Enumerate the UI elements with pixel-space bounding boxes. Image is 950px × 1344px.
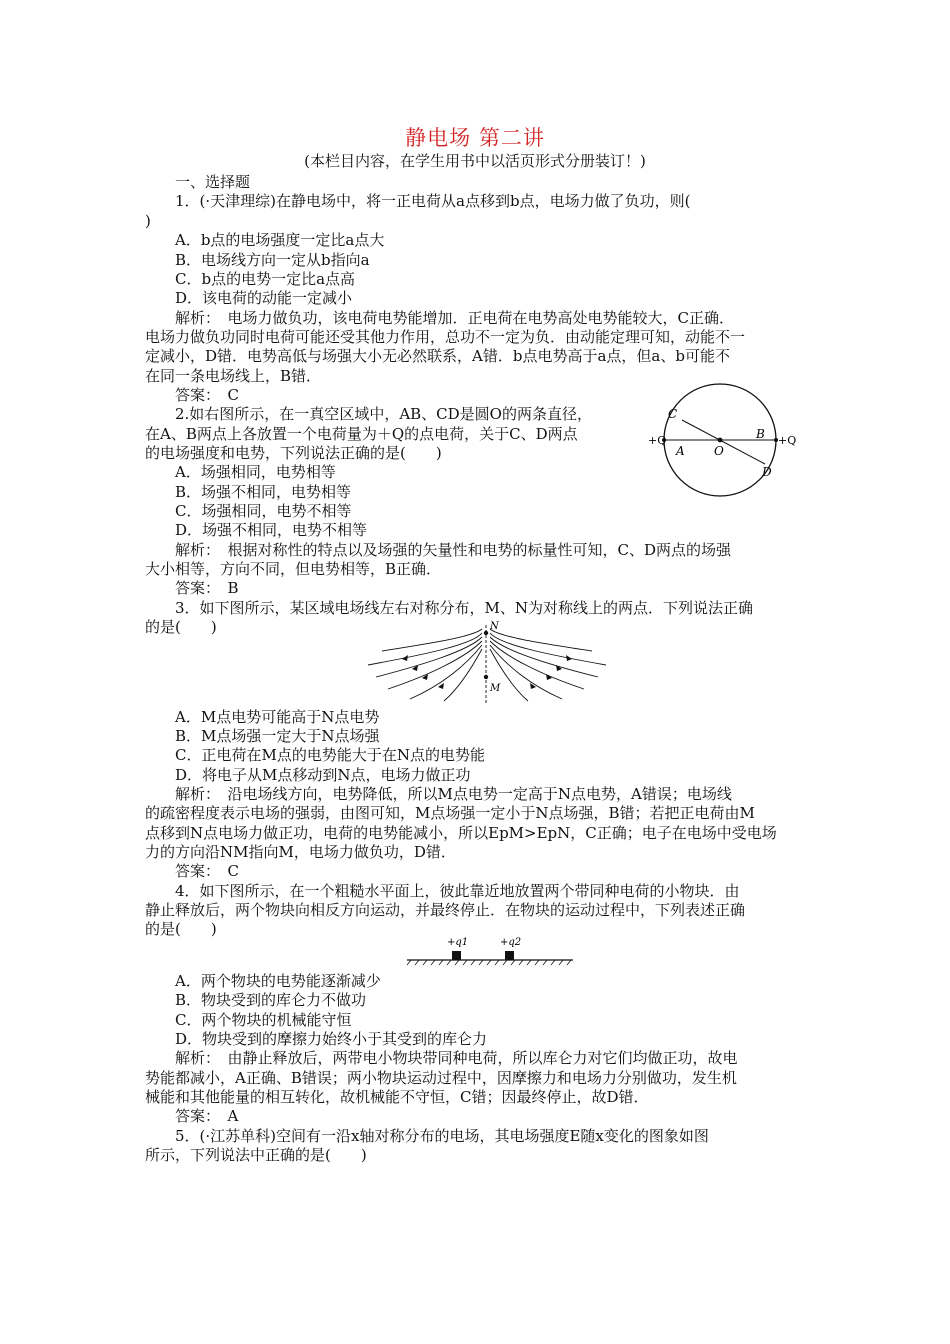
- label-b: B: [756, 427, 765, 441]
- field-line-left-1: [368, 633, 482, 665]
- field-line-right-4: [490, 645, 562, 699]
- q2-stem-line1: 2.如右图所示，在一真空区域中，AB、CD是圆O的两条直径，: [175, 405, 592, 423]
- q2-option-c: C．场强相同，电势不相等: [175, 502, 352, 520]
- q1-explanation-line2: 电场力做负功同时电荷可能还受其他力作用，总功不一定为负．由动能定理可知，动能不一: [145, 328, 746, 346]
- field-line-diagram: [362, 615, 612, 705]
- q3-explanation-line2: 的疏密程度表示电场的强弱，由图可知，M点场强一定小于N点场强，B错；若把正电荷由M: [145, 804, 755, 822]
- label-m: M: [490, 683, 501, 694]
- q3-option-b: B．M点场强一定大于N点场强: [175, 727, 380, 745]
- field-arrows: [402, 655, 572, 689]
- field-line-left-5: [444, 649, 482, 701]
- circle-diagram: [648, 380, 798, 505]
- q3-explanation-line3: 点移到N点电场力做正功，电荷的电势能减小，所以EpM>EpN，C正确；电子在电场中受电场: [145, 824, 777, 842]
- label-q1: +q1: [447, 937, 469, 948]
- page-subtitle: (本栏目内容，在学生用书中以活页形式分册装订！): [304, 152, 646, 170]
- q1-option-d: D．该电荷的动能一定减小: [175, 289, 353, 307]
- q4-answer: 答案： A: [175, 1107, 239, 1125]
- q3-stem-line2: 的是( ): [145, 618, 217, 636]
- q1-stem-line2: ): [145, 212, 151, 230]
- label-charge-left: +Q: [648, 434, 667, 447]
- section-heading: 一、选择题: [175, 173, 251, 191]
- q3-explanation-line4: 力的方向沿NM指向M，电场力做负功，D错．: [145, 843, 456, 861]
- arrow-r1: [566, 655, 572, 661]
- q2-stem-line3: 的电场强度和电势，下列说法正确的是( ): [145, 444, 442, 462]
- q3-option-d: D．将电子从M点移动到N点，电场力做正功: [175, 766, 471, 784]
- q5-stem-line1: 5．(·江苏单科)空间有一沿x轴对称分布的电场，其电场强度E随x变化的图象如图: [175, 1127, 709, 1145]
- q4-option-b: B．物块受到的库仑力不做功: [175, 991, 367, 1009]
- q2-stem-line2: 在A、B两点上各放置一个电荷量为＋Q的点电荷，关于C、D两点: [145, 425, 578, 443]
- q2-answer: 答案： B: [175, 579, 239, 597]
- label-d: D: [762, 465, 772, 479]
- q3-answer: 答案： C: [175, 862, 239, 880]
- q5-stem-line2: 所示，下列说法中正确的是( ): [145, 1146, 367, 1164]
- q4-option-d: D．物块受到的摩擦力始终小于其受到的库仑力: [175, 1030, 488, 1048]
- field-line-left-4: [410, 645, 482, 699]
- q2-option-a: A．场强相同，电势相等: [175, 463, 336, 481]
- arrow-r2: [556, 665, 562, 671]
- q3-option-c: C．正电荷在M点的电势能大于在N点的电势能: [175, 746, 485, 764]
- field-line-left-6: [382, 629, 482, 651]
- q4-option-a: A．两个物块的电势能逐渐减少: [175, 972, 381, 990]
- label-c: C: [668, 407, 678, 421]
- label-o: O: [714, 444, 724, 458]
- q2-explanation-line1: 解析： 根据对称性的特点以及场强的矢量性和电势的标量性可知，C、D两点的场强: [175, 541, 732, 559]
- field-lines: [368, 625, 606, 703]
- q4-explanation-line3: 械能和其他能量的相互转化，故机械能不守恒，C错；因最终停止，故D错．: [145, 1088, 649, 1106]
- q4-explanation-line2: 势能都减小，A正确、B错误；两小物块运动过程中，因摩擦力和电场力分别做功，发生机: [145, 1069, 737, 1087]
- q1-explanation-line1: 解析： 电场力做负功，该电荷电势能增加．正电荷在电势高处电势能较大，C正确．: [175, 309, 734, 327]
- q2-option-b: B．场强不相同，电势相等: [175, 483, 352, 501]
- q1-option-b: B．电场线方向一定从b指向a: [175, 251, 370, 269]
- blocks-diagram: [405, 934, 575, 970]
- q4-explanation-line1: 解析： 由静止释放后，两带电小物块带同种电荷，所以库仑力对它们均做正功，故电: [175, 1049, 738, 1067]
- q4-stem-line2: 静止释放后，两个物块向相反方向运动，并最终停止．在物块的运动过程中，下列表述正确: [145, 901, 746, 919]
- q1-stem-line1: 1．(·天津理综)在静电场中，将一正电荷从a点移到b点，电场力做了负功，则(: [175, 192, 691, 210]
- q4-stem-line3: 的是( ): [145, 920, 217, 938]
- q4-stem-line1: 4．如下图所示，在一个粗糙水平面上，彼此靠近地放置两个带同种电荷的小物块．由: [175, 882, 740, 900]
- field-line-right-1: [490, 633, 606, 665]
- q3-option-a: A．M点电势可能高于N点电势: [175, 708, 380, 726]
- label-n: N: [490, 621, 499, 632]
- q1-explanation-line4: 在同一条电场线上，B错．: [145, 367, 322, 385]
- block-1: [452, 951, 461, 960]
- q3-explanation-line1: 解析： 沿电场线方向，电势降低，所以M点电势一定高于N点电势，A错误；电场线: [175, 785, 732, 803]
- q4-option-c: C．两个物块的机械能守恒: [175, 1011, 352, 1029]
- page-title: 静电场 第二讲: [405, 126, 545, 150]
- point-m: [484, 675, 488, 679]
- label-charge-right: +Q: [778, 434, 797, 447]
- q2-option-d: D．场强不相同，电势不相等: [175, 521, 368, 539]
- point-n: [484, 631, 488, 635]
- label-a: A: [676, 444, 685, 458]
- q2-explanation-line2: 大小相等，方向不同，但电势相等，B正确．: [145, 560, 442, 578]
- q1-option-a: A．b点的电场强度一定比a点大: [175, 231, 385, 249]
- q3-stem-line1: 3．如下图所示，某区域电场线左右对称分布，M、N为对称线上的两点．下列说法正确: [175, 599, 754, 617]
- q1-explanation-line3: 定减小，D错．电势高低与场强大小无必然联系，A错．b点电势高于a点，但a、b可能不: [145, 347, 730, 365]
- label-q2: +q2: [500, 937, 522, 948]
- field-line-right-3: [490, 641, 584, 689]
- q1-answer: 答案： C: [175, 386, 239, 404]
- q1-option-c: C．b点的电势一定比a点高: [175, 270, 356, 288]
- field-line-right-6: [490, 629, 592, 651]
- center-point: [718, 438, 723, 443]
- block-2: [505, 951, 514, 960]
- ground-hatching: [407, 960, 571, 965]
